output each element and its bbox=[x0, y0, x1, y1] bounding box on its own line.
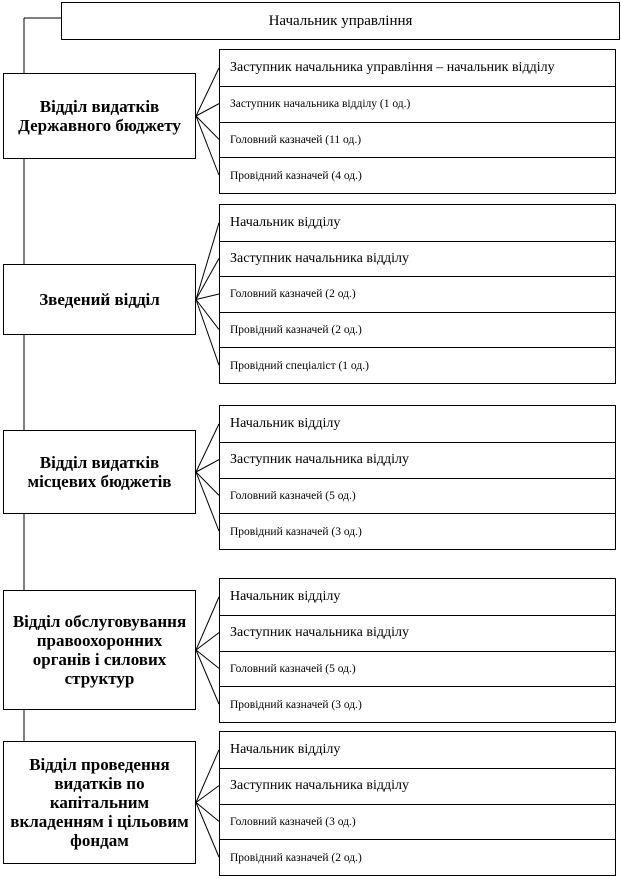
role-label: Головний казначей (11 од.) bbox=[230, 133, 362, 146]
department-name: Зведений відділ bbox=[39, 290, 160, 309]
roles-stack bbox=[219, 49, 616, 194]
role-cell bbox=[220, 839, 615, 875]
role-cell bbox=[220, 732, 615, 768]
roles-stack bbox=[219, 405, 616, 550]
role-label: Провідний казначей (3 од.) bbox=[230, 525, 362, 538]
role-cell bbox=[220, 406, 615, 442]
role-cell bbox=[220, 768, 615, 804]
role-label: Головний казначей (3 од.) bbox=[230, 815, 356, 828]
fan-connector bbox=[196, 294, 219, 300]
role-cell bbox=[220, 686, 615, 722]
fan-connector bbox=[196, 424, 219, 472]
role-cell bbox=[220, 442, 615, 478]
head-label: Начальник управління bbox=[268, 12, 413, 29]
role-cell bbox=[220, 651, 615, 687]
role-label: Головний казначей (5 од.) bbox=[230, 489, 356, 502]
role-label: Заступник начальника управління – начальник відділу bbox=[230, 59, 555, 75]
role-cell bbox=[220, 478, 615, 514]
fan-connector bbox=[196, 597, 219, 650]
role-label: Провідний казначей (3 од.) bbox=[230, 698, 362, 711]
role-label: Заступник начальника відділу bbox=[230, 452, 409, 468]
role-cell bbox=[220, 615, 615, 651]
role-cell bbox=[220, 804, 615, 840]
department-name: Відділ видатків місцевих бюджетів bbox=[27, 453, 172, 491]
fan-connector bbox=[196, 803, 219, 858]
fan-connector bbox=[196, 300, 219, 366]
role-label: Провідний казначей (2 од.) bbox=[230, 324, 362, 337]
role-cell bbox=[220, 312, 615, 348]
role-cell bbox=[220, 241, 615, 277]
department-name: Відділ проведення видатків по капітальним вкладенням і цільовим фондам bbox=[10, 755, 189, 850]
role-label: Головний казначей (5 од.) bbox=[230, 662, 356, 675]
role-cell bbox=[220, 276, 615, 312]
department-box bbox=[3, 430, 196, 514]
fan-connector bbox=[196, 300, 219, 330]
role-cell bbox=[220, 579, 615, 615]
role-label: Провідний спеціаліст (1 од.) bbox=[230, 359, 369, 372]
fan-connector bbox=[196, 650, 219, 704]
fan-connector bbox=[196, 68, 219, 116]
fan-connector bbox=[196, 116, 219, 139]
role-cell bbox=[220, 157, 615, 193]
roles-stack bbox=[219, 731, 616, 876]
role-label: Начальник відділу bbox=[230, 741, 341, 757]
department-box bbox=[3, 741, 196, 864]
fan-connector bbox=[196, 116, 219, 175]
role-label: Заступник начальника відділу bbox=[230, 250, 409, 266]
role-cell bbox=[220, 205, 615, 241]
department-box bbox=[3, 590, 196, 710]
roles-stack bbox=[219, 578, 616, 723]
fan-connector bbox=[196, 223, 219, 300]
role-cell bbox=[220, 50, 615, 86]
role-cell bbox=[220, 86, 615, 122]
department-name: Відділ видатків Державного бюджету bbox=[18, 97, 181, 135]
role-cell bbox=[220, 347, 615, 383]
role-label: Головний казначей (2 од.) bbox=[230, 288, 356, 301]
role-label: Начальник відділу bbox=[230, 214, 341, 230]
role-label: Начальник відділу bbox=[230, 588, 341, 604]
role-label: Заступник начальника відділу bbox=[230, 625, 409, 641]
role-label: Заступник начальника відділу bbox=[230, 778, 409, 794]
role-label: Провідний казначей (2 од.) bbox=[230, 851, 362, 864]
role-cell bbox=[220, 513, 615, 549]
fan-connector bbox=[196, 258, 219, 299]
role-cell bbox=[220, 122, 615, 158]
department-name: Відділ обслуговування правоохоронних органів і силових структур bbox=[12, 612, 187, 688]
role-label: Заступник начальника відділу (1 од.) bbox=[230, 98, 411, 111]
department-box bbox=[3, 264, 196, 335]
roles-stack bbox=[219, 204, 616, 384]
fan-connector bbox=[196, 472, 219, 531]
role-label: Провідний казначей (4 од.) bbox=[230, 169, 362, 182]
role-label: Начальник відділу bbox=[230, 415, 341, 431]
head-box bbox=[61, 2, 620, 40]
fan-connector bbox=[196, 472, 219, 495]
department-box bbox=[3, 73, 196, 159]
